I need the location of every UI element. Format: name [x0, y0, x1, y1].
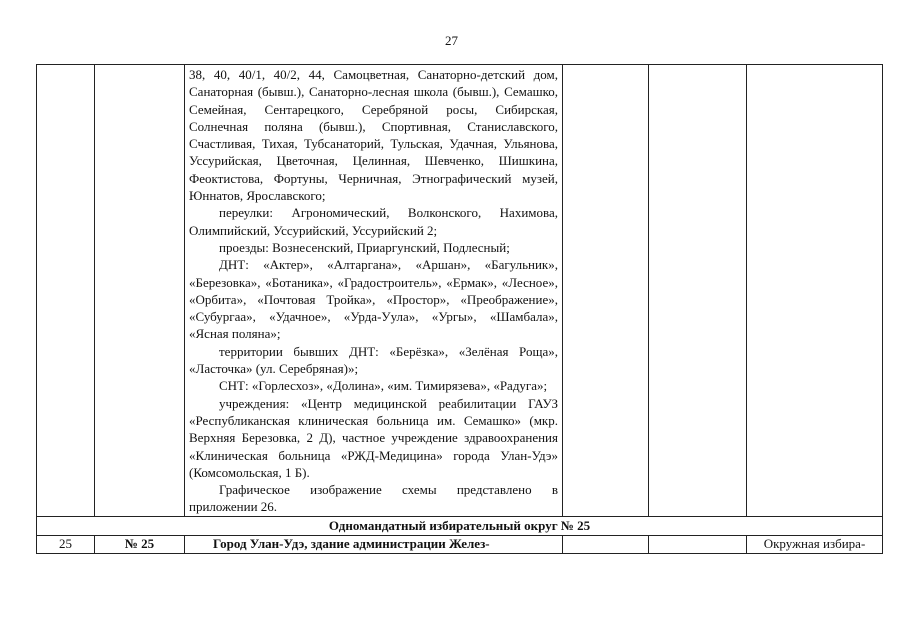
empty-cell — [649, 535, 747, 553]
empty-cell — [95, 65, 185, 517]
page-number: 27 — [445, 33, 458, 48]
streets-paragraph: 38, 40, 40/1, 40/2, 44, Самоцветная, Санаторно-детский дом, Санаторная (бывш.), Санаторно-лесная школа (бывш.), Семашко, Семейная, Сентарецкого, Серебряной росы, Сибирская, Солнечная поляна (бывш.), Спортивная, Станиславского, Счастливая, Тихая, Тубсанаторий, Тульская, Удачная, Ульянова, Уссурийская, Цветочная, Целинная, Шевченко, Шишкина, Феоктистова, Фортуны, Черничная, Этнографический музей, Юннатов, Ярославского; — [189, 67, 558, 204]
former-dnt-paragraph: территории бывших ДНТ: «Берёзка», «Зелёная Роща», «Ласточка» (ул. Серебряная)»; — [189, 343, 558, 377]
dnt-paragraph: ДНТ: «Актер», «Алтаргана», «Аршан», «Багульник», «Березовка», «Ботаника», «Градостроитель», «Ермак», «Лесное», «Орбита», «Почтовая Тройка», «Простор», «Преображение», «Субургаа», «Удачное», «Урда-Уула», «Ургы», «Шамбала», «Ясная поляна»; — [189, 257, 558, 342]
table-row-continuation — [37, 65, 883, 517]
empty-cell — [649, 65, 747, 517]
district-header-row — [37, 516, 883, 535]
commission-cell: Окружная избира- — [747, 535, 883, 553]
district-description: Город Улан-Удэ, здание администрации Желез- — [185, 535, 563, 553]
empty-cell — [37, 65, 95, 517]
district-number: № 25 — [95, 535, 185, 553]
row-index: 25 — [37, 535, 95, 553]
empty-cell — [563, 535, 649, 553]
snt-paragraph: СНТ: «Горлесхоз», «Долина», «им. Тимирязева», «Радуга»; — [219, 378, 548, 394]
institutions-paragraph: учреждения: «Центр медицинской реабилитации ГАУЗ «Республиканская клиническая больница им. Семашко» (мкр. Верхняя Березовка, 2 Д), частное учреждение здравоохранения «Клиническая больница «РЖД-Медицина» города Улан-Удэ» (Комсомольская, 1 Б). — [189, 395, 558, 480]
graphic-reference-paragraph: Графическое изображение схемы представлено в приложении 26. — [189, 482, 558, 515]
passages-paragraph: проезды: Вознесенский, Приаргунский, Подлесный; — [219, 239, 510, 255]
table-row-25 — [37, 535, 883, 553]
lanes-paragraph: переулки: Агрономический, Волконского, Нахимова, Олимпийский, Уссурийский, Уссурийский 2; — [189, 205, 558, 238]
district-table — [36, 64, 883, 554]
district-description-cell — [185, 65, 563, 517]
district-header: Одномандатный избирательный округ № 25 — [37, 516, 883, 535]
empty-cell — [563, 65, 649, 517]
empty-cell — [747, 65, 883, 517]
